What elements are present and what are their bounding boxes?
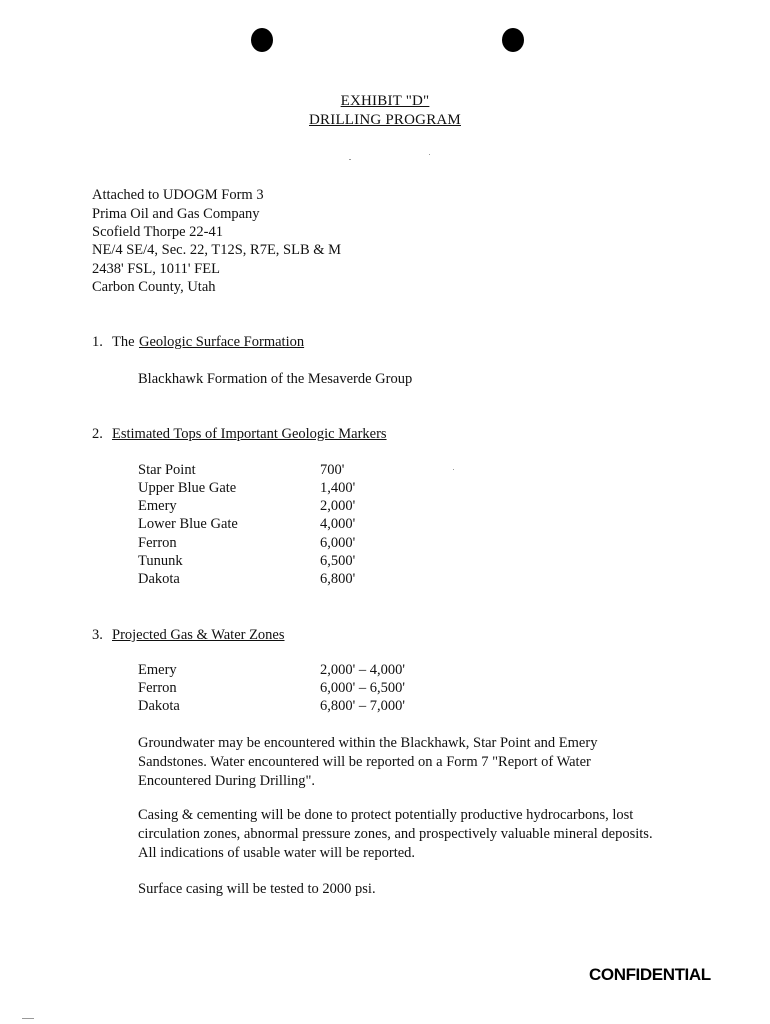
zone-name: Ferron (138, 680, 177, 696)
marker-depth: 2,000' (320, 498, 356, 514)
address-line: Attached to UDOGM Form 3 (92, 187, 264, 203)
marker-depth: 6,000' (320, 535, 356, 551)
marker-depth: 6,500' (320, 553, 356, 569)
section-1-body: Blackhawk Formation of the Mesaverde Group (138, 371, 413, 387)
paragraph-line: circulation zones, abnormal pressure zones, and prospectively valuable mineral deposits. (138, 826, 653, 842)
groundwater-paragraph (138, 734, 597, 791)
paragraph-line: All indications of usable water will be reported. (138, 845, 416, 861)
scan-speck (453, 469, 454, 470)
casing-paragraph (138, 806, 653, 863)
marker-name: Upper Blue Gate (138, 480, 237, 496)
marker-name: Dakota (138, 571, 180, 587)
zone-range: 6,000' – 6,500' (320, 680, 405, 696)
paragraph-line: Groundwater may be encountered within the Blackhawk, Star Point and Emery (138, 735, 598, 751)
address-line: Carbon County, Utah (92, 279, 216, 295)
marker-name: Emery (138, 498, 177, 514)
scan-speck (349, 159, 351, 160)
paragraph-line: Sandstones. Water encountered will be reported on a Form 7 "Report of Water (138, 754, 591, 770)
zone-name: Dakota (138, 698, 180, 714)
marker-depth: 6,800' (320, 571, 356, 587)
marker-name: Lower Blue Gate (138, 516, 238, 532)
paragraph-line: Encountered During Drilling". (138, 773, 316, 789)
address-line: 2438' FSL, 1011' FEL (92, 261, 220, 277)
zone-range: 6,800' – 7,000' (320, 698, 405, 714)
scan-speck (429, 154, 430, 155)
punch-hole-left (251, 28, 273, 52)
section-1-prefix: The (112, 334, 135, 350)
section-2-heading: Estimated Tops of Important Geologic Markers (112, 426, 387, 442)
marker-name: Star Point (138, 462, 196, 478)
paragraph-line: Casing & cementing will be done to protect potentially productive hydrocarbons, lost (138, 807, 634, 823)
marker-depth: 1,400' (320, 480, 356, 496)
section-3-heading: Projected Gas & Water Zones (112, 627, 285, 643)
marker-name: Tununk (138, 553, 183, 569)
section-3-number: 3. (92, 627, 103, 643)
program-title: DRILLING PROGRAM (309, 112, 461, 128)
exhibit-title: EXHIBIT "D" (340, 93, 430, 109)
punch-hole-right (502, 28, 524, 52)
address-line: Scofield Thorpe 22-41 (92, 224, 224, 240)
surface-casing-note: Surface casing will be tested to 2000 psi. (138, 881, 376, 897)
confidential-stamp: CONFIDENTIAL (589, 965, 711, 984)
scan-speck (22, 1018, 34, 1019)
marker-name: Ferron (138, 535, 177, 551)
marker-depth: 700' (320, 462, 345, 478)
marker-depth: 4,000' (320, 516, 356, 532)
section-1-number: 1. (92, 334, 103, 350)
zone-range: 2,000' – 4,000' (320, 662, 405, 678)
section-2-number: 2. (92, 426, 103, 442)
address-line: NE/4 SE/4, Sec. 22, T12S, R7E, SLB & M (92, 242, 342, 258)
address-line: Prima Oil and Gas Company (92, 206, 260, 222)
zone-name: Emery (138, 662, 177, 678)
section-1-heading: Geologic Surface Formation (139, 334, 305, 350)
